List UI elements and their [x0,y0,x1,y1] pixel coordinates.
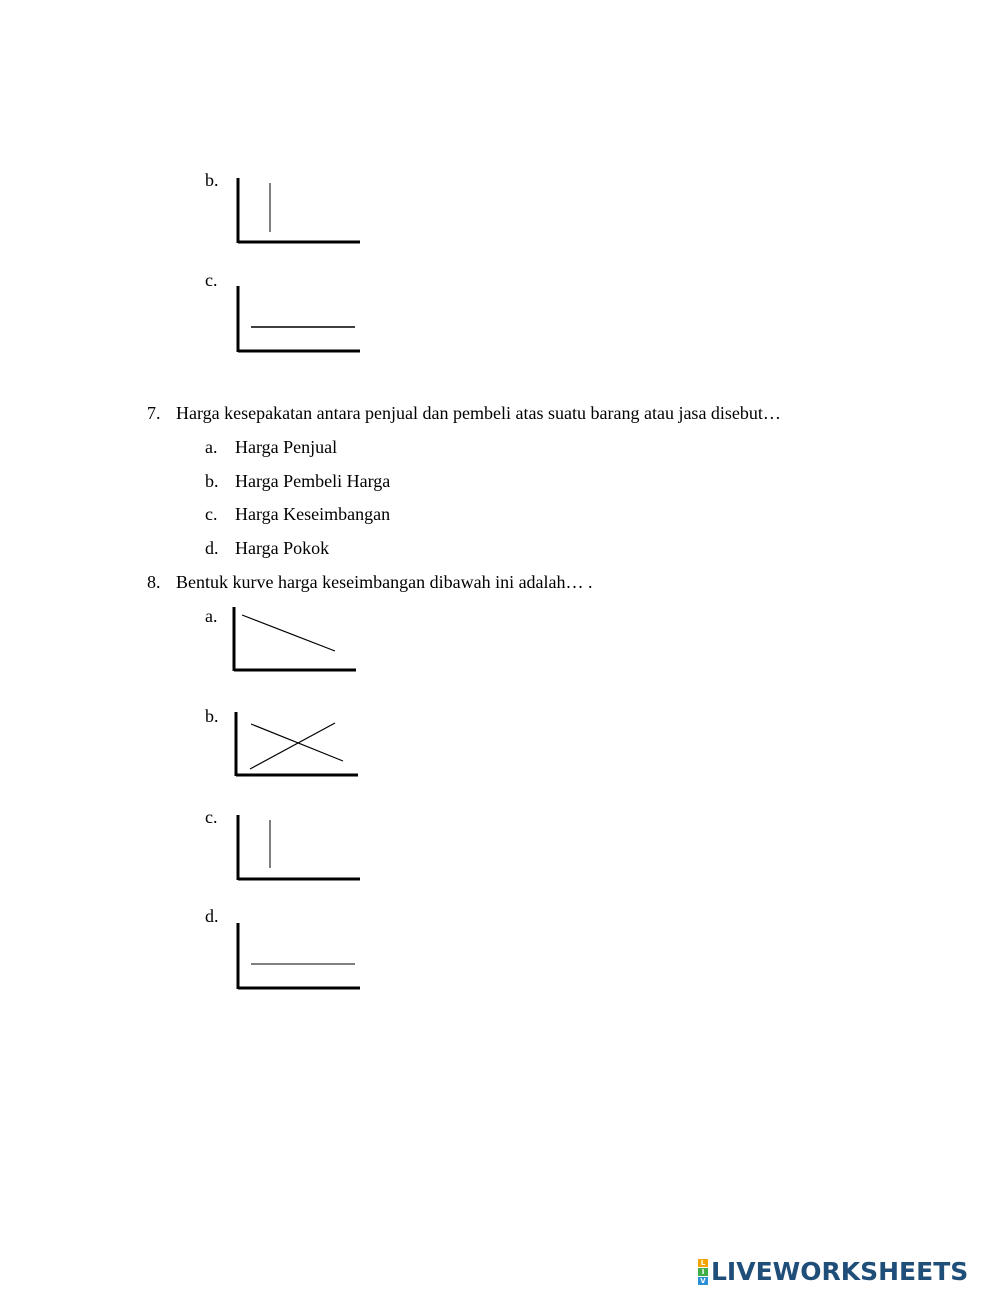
q8-option-b-graph [230,710,365,782]
q7-option-a-label: a. [205,437,218,457]
q7-option-d-label: d. [205,538,219,558]
q7-option-c-label: c. [205,504,218,524]
logo-block-v: V [698,1277,708,1285]
liveworksheets-logo [698,1257,968,1287]
q8-option-d-label: d. [205,906,219,926]
q8-option-b-label: b. [205,706,219,726]
logo-text: LIVEWORKSHEETS [711,1257,969,1286]
q7-option-d-text: Harga Pokok [235,538,330,558]
logo-block-l: L [698,1259,708,1267]
q7-option-a-text: Harga Penjual [235,437,338,457]
q6-option-b-label: b. [205,170,219,190]
q8-option-c-graph [230,812,365,887]
q8-option-c-label: c. [205,807,218,827]
q8-option-a-label: a. [205,606,218,626]
q6-option-b-graph [230,175,365,250]
q8-option-d-graph [230,920,365,995]
q7-number: 7. [147,403,161,423]
logo-blocks-icon [698,1259,708,1285]
q8-number: 8. [147,572,161,592]
q7-option-c-text: Harga Keseimbangan [235,504,391,524]
logo-block-i: I [698,1268,708,1276]
q7-option-b-label: b. [205,471,219,491]
q8-question: Bentuk kurve harga keseimbangan dibawah ini adalah… . [176,572,593,592]
q7-option-b-text: Harga Pembeli Harga [235,471,391,491]
q8-option-a-graph [228,605,363,677]
q6-option-c-graph [230,283,365,358]
q7-question: Harga kesepakatan antara penjual dan pembeli atas suatu barang atau jasa disebut… [176,403,781,423]
q6-option-c-label: c. [205,270,218,290]
